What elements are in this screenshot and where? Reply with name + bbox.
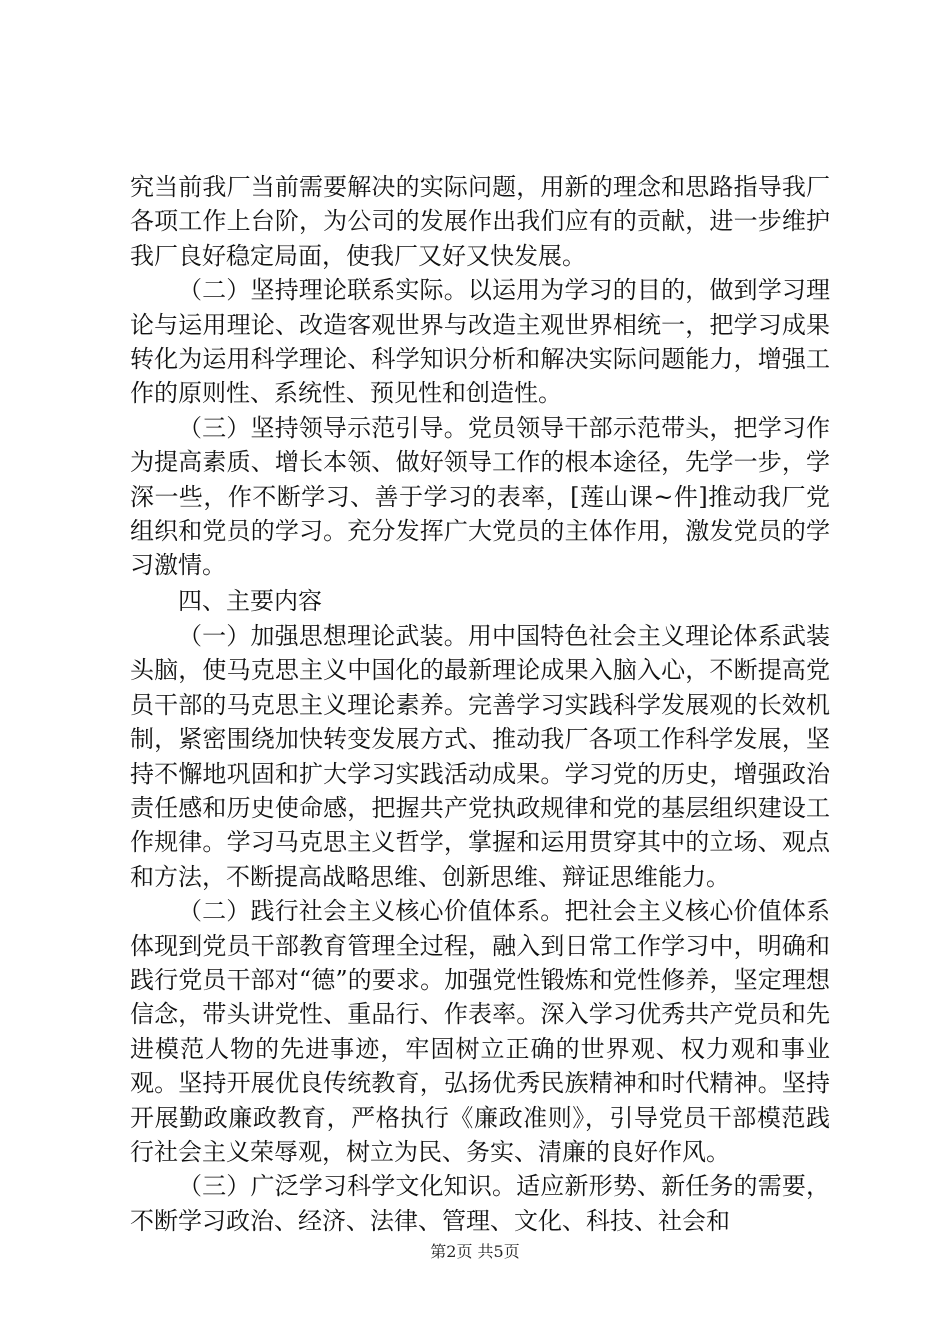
paragraph-science-culture: （三）广泛学习科学文化知识。适应新形势、新任务的需要，不断学习政治、经济、法律、管理、文化、科技、社会和 (130, 1172, 830, 1235)
document-body (130, 170, 830, 1238)
section-heading-main-content: 四、主要内容 (178, 586, 322, 615)
paragraph-continuation: 究当前我厂当前需要解决的实际问题，用新的理念和思路指导我厂各项工作上台阶，为公司的发展作出我们应有的贡献，进一步维护我厂良好稳定局面，使我厂又好又快发展。 (130, 173, 830, 270)
paragraph-core-values: （二）践行社会主义核心价值体系。把社会主义核心价值体系体现到党员干部教育管理全过程，融入到日常工作学习中，明确和践行党员干部对“德”的要求。加强党性锻炼和党性修养，坚定理想信念，带头讲党性、重品行、作表率。深入学习优秀共产党员和先进模范人物的先进事迹，牢固树立正确的世界观、权力观和事业观。坚持开展优良传统教育，弘扬优秀民族精神和时代精神。坚持开展勤政廉政教育，严格执行《廉政准则》，引导党员干部模范践行社会主义荣辱观，树立为民、务实、清廉的良好作风。 (130, 897, 830, 1166)
paragraph-ideological-theory: （一）加强思想理论武装。用中国特色社会主义理论体系武装头脑，使马克思主义中国化的最新理论成果入脑入心，不断提高党员干部的马克思主义理论素养。完善学习实践科学发展观的长效机制，紧密围绕加快转变发展方式、推动我厂各项工作科学发展，坚持不懈地巩固和扩大学习实践活动成果。学习党的历史，增强政治责任感和历史使命感，把握共产党执政规律和党的基层组织建设工作规律。学习马克思主义哲学，掌握和运用贯穿其中的立场、观点和方法，不断提高战略思维、创新思维、辩证思维能力。 (130, 621, 830, 891)
page-footer: 第2页 共5页 (430, 1242, 520, 1261)
paragraph-leadership-example: （三）坚持领导示范引导。党员领导干部示范带头，把学习作为提高素质、增长本领、做好领导工作的根本途径，先学一步，学深一些，作不断学习、善于学习的表率，[莲山课~件]推动我厂党组织和党员的学习。充分发挥广大党员的主体作用，激发党员的学习激情。 (130, 413, 830, 580)
paragraph-theory-practice: （二）坚持理论联系实际。以运用为学习的目的，做到学习理论与运用理论、改造客观世界与改造主观世界相统一，把学习成果转化为运用科学理论、科学知识分析和解决实际问题能力，增强工作的原则性、系统性、预见性和创造性。 (130, 276, 830, 408)
